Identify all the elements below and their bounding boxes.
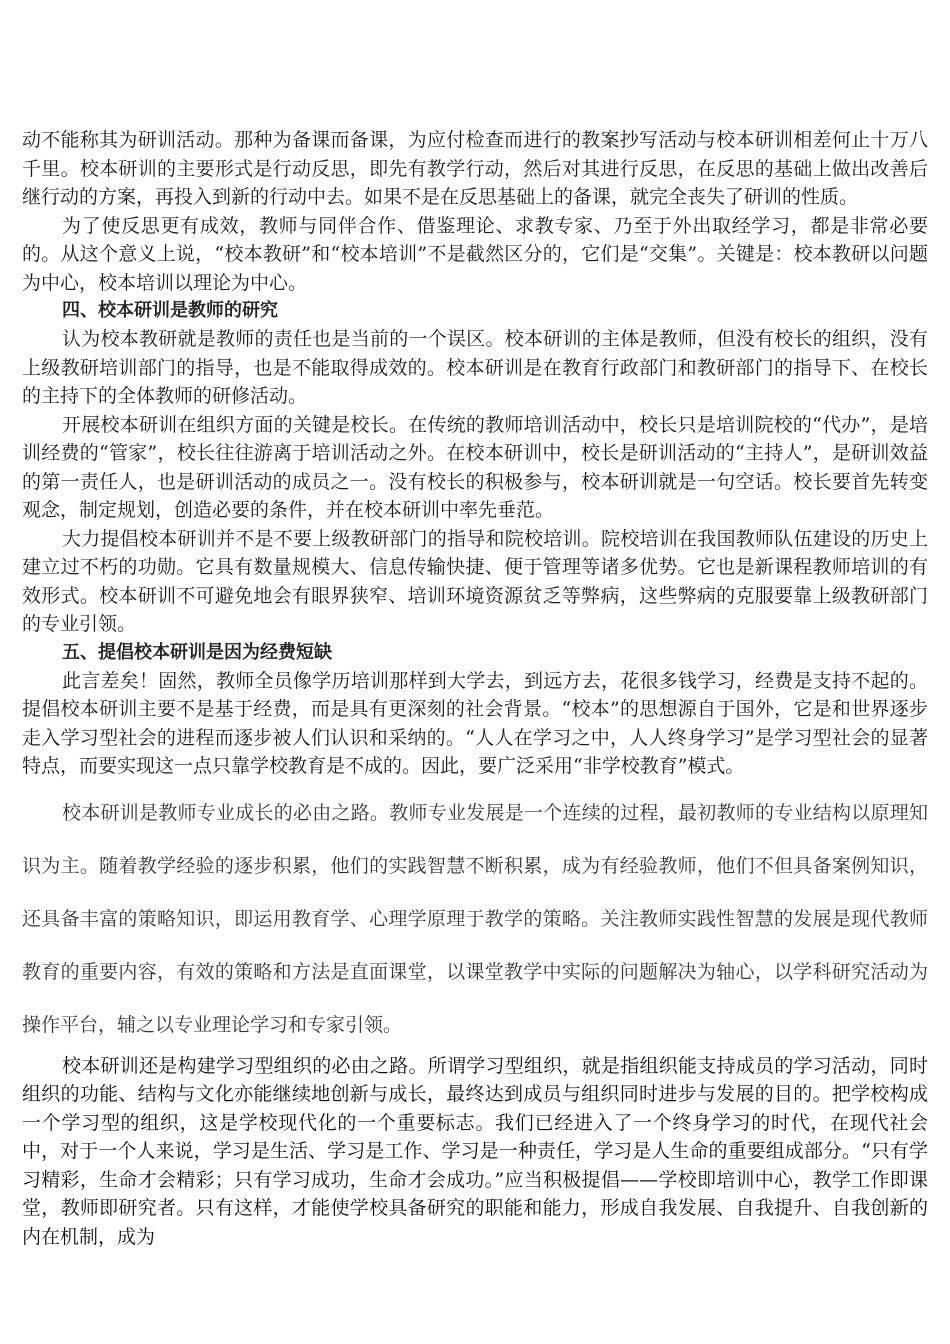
paragraph-principal: 开展校本研训在组织方面的关键是校长。在传统的教师培训活动中，校长只是培训院校的“代办”，是培训经费的“管家”，校长往往游离于培训活动之外。在校本研训中，校长是研训活动的“主持人”，是研训效益的第一责任人，也是研训活动的成员之一。没有校长的积极参与，校本研训就是一句空话。校长要首先转变观念，制定规划，创造必要的条件，并在校本研训中率先垂范。	[22, 413, 928, 521]
paragraph-reflection: 为了使反思更有成效，教师与同伴合作、借鉴理论、求教专家、乃至于外出取经学习，都是非常必要的。从这个意义上说，“校本教研”和“校本培训”不是截然区分的，它们是“交集”。关键是：校本教研以问题为中心，校本培训以理论为中心。	[22, 214, 928, 294]
document-body	[22, 126, 928, 1251]
paragraph-funding: 此言差矣！固然，教师全员像学历培训那样到大学去，到远方去，花很多钱学习，经费是支持不起的。提倡校本研训主要不是基于经费，而是具有更深刻的社会背景。“校本”的思想源自于国外，它是和世界逐步走入学习型社会的进程而逐步被人们认识和采纳的。“人人在学习之中，人人终身学习”是学习型社会的显著特点，而要实现这一点只靠学校教育是不成的。因此，要广泛采用“非学校教育”模式。	[22, 669, 928, 777]
paragraph-guidance: 大力提倡校本研训并不是不要上级教研部门的指导和院校培训。院校培训在我国教师队伍建设的历史上建立过不朽的功勋。它具有数量规模大、信息传输快捷、便于管理等诸多优势。它也是新课程教师培训的有效形式。校本研训不可避免地会有眼界狭窄、培训环境资源贫乏等弊病，这些弊病的克服要靠上级教研部门的专业引领。	[22, 527, 928, 635]
section-heading-5: 五、提倡校本研训是因为经费短缺	[62, 641, 332, 663]
paragraph-continuation: 动不能称其为研训活动。那种为备课而备课，为应付检查而进行的教案抄写活动与校本研训相差何止十万八千里。校本研训的主要形式是行动反思，即先有教学行动，然后对其进行反思，在反思的基础上做出改善后继行动的方案，再投入到新的行动中去。如果不是在反思基础上的备课，就完全丧失了研训的性质。	[22, 129, 928, 208]
paragraph-misconception: 认为校本教研就是教师的责任也是当前的一个误区。校本研训的主体是教师，但没有校长的组织，没有上级教研培训部门的指导，也是不能取得成效的。校本研训是在教育行政部门和教研部门的指导下、在校长的主持下的全体教师的研修活动。	[22, 328, 928, 407]
paragraph-professional-growth: 校本研训是教师专业成长的必由之路。教师专业发展是一个连续的过程，最初教师的专业结构以原理知识为主。随着教学经验的逐步积累，他们的实践智慧不断积累，成为有经验教师，他们不但具备案例知识，还具备丰富的策略知识，即运用教育学、心理学原理于教学的策略。关注教师实践性智慧的发展是现代教师教育的重要内容，有效的策略和方法是直面课堂，以课堂教学中实际的问题解决为轴心，以学科研究活动为操作平台，辅之以专业理论学习和专家引领。	[22, 801, 928, 1036]
paragraph-learning-organization: 校本研训还是构建学习型组织的必由之路。所谓学习型组织，就是指组织能支持成员的学习活动，同时组织的功能、结构与文化亦能继续地创新与成长，最终达到成员与组织同时进步与发展的目的。把学校构成一个学习型的组织，这是学校现代化的一个重要标志。我们已经进入了一个终身学习的时代，在现代社会中，对于一个人来说，学习是生活、学习是工作、学习是一种责任，学习是人生命的重要组成部分。“只有学习精彩，生命才会精彩；只有学习成功，生命才会成功。”应当积极提倡——学校即培训中心，教学工作即课堂，教师即研究者。只有这样，才能使学校具备研究的职能和能力，形成自我发展、自我提升、自我创新的内在机制，成为	[22, 1054, 928, 1248]
section-heading-4: 四、校本研训是教师的研究	[62, 300, 278, 321]
